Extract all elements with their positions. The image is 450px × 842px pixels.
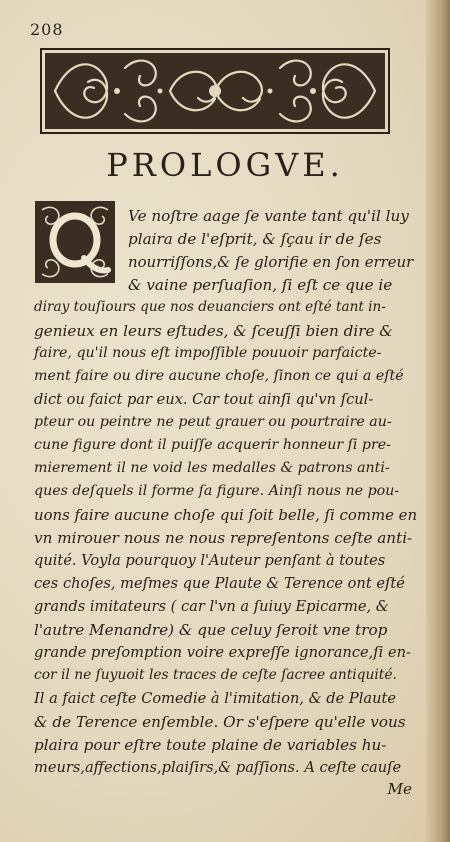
text-line: diray touſiours que nos deuanciers ont eſté tant in-	[34, 299, 386, 315]
text-line: vn mirouer nous ne nous repreſentons ceſte anti-	[34, 529, 413, 547]
text-line: uons faire aucune choſe qui ſoit belle, ſi comme en	[34, 506, 418, 524]
text-line: l'autre Menandre) & que celuy ſeroit vne trop	[34, 621, 388, 639]
text-line: dict ou faict par eux. Car tout ainſi qu'vn ſcul-	[34, 391, 374, 408]
text-line: faire, qu'il nous eſt impoſſible pouuoir parfaicte-	[34, 345, 382, 361]
text-line: plaira de l'eſprit, & ſçau ir de ſes	[128, 230, 382, 248]
text-line: plaira pour eſtre toute plaine de variables hu-	[34, 736, 387, 754]
text-line: & de Terence enſemble. Or s'eſpere qu'elle vous	[34, 713, 406, 731]
page-number: 208	[30, 20, 64, 39]
text-line: meurs,affections,plaiſirs,& paſſions. A ceſte cauſe	[34, 759, 402, 776]
text-line: cune figure dont il puiſſe acquerir honneur ſi pre-	[34, 437, 391, 453]
text-line: mierement il ne void les medalles & patrons anti-	[34, 460, 390, 476]
page-title: PROLOGVE.	[106, 146, 344, 184]
text-line: ces choſes, meſmes que Plaute & Terence ont eſté	[34, 575, 405, 592]
text-line: & vaine perſuaſion, ſi eſt ce que ie	[128, 276, 393, 294]
text-line: Ve noſtre aage ſe vante tant qu'il luy	[128, 207, 409, 225]
text-line: cor il ne ſuyuoit les traces de ceſte ſacree antiquité.	[34, 667, 397, 683]
text-line: Il a faict ceſte Comedie à l'imitation, & de Plaute	[34, 690, 397, 707]
text-line: quité. Voyla pourquoy l'Auteur penſant à toutes	[34, 552, 386, 569]
text-line: pteur ou peintre ne peut grauer ou pourtraire au-	[34, 414, 392, 430]
text-line: grande preſomption voire expreſſe ignorance,ſi en-	[34, 644, 411, 661]
catchword: Me	[387, 780, 412, 798]
text-line: grands imitateurs ( car l'vn a ſuiuy Epicarme, &	[34, 598, 389, 615]
text-line: genieux en leurs eſtudes, & ſceuſſi bien dire &	[34, 322, 393, 340]
text-line: ment faire ou dire aucune choſe, ſinon ce qui a eſté	[34, 368, 404, 384]
text-line: ques deſquels il forme ſa figure. Ainſi nous ne pou-	[34, 483, 400, 499]
text-line: nourriſſons,& ſe glorifie en ſon erreur	[128, 253, 414, 271]
